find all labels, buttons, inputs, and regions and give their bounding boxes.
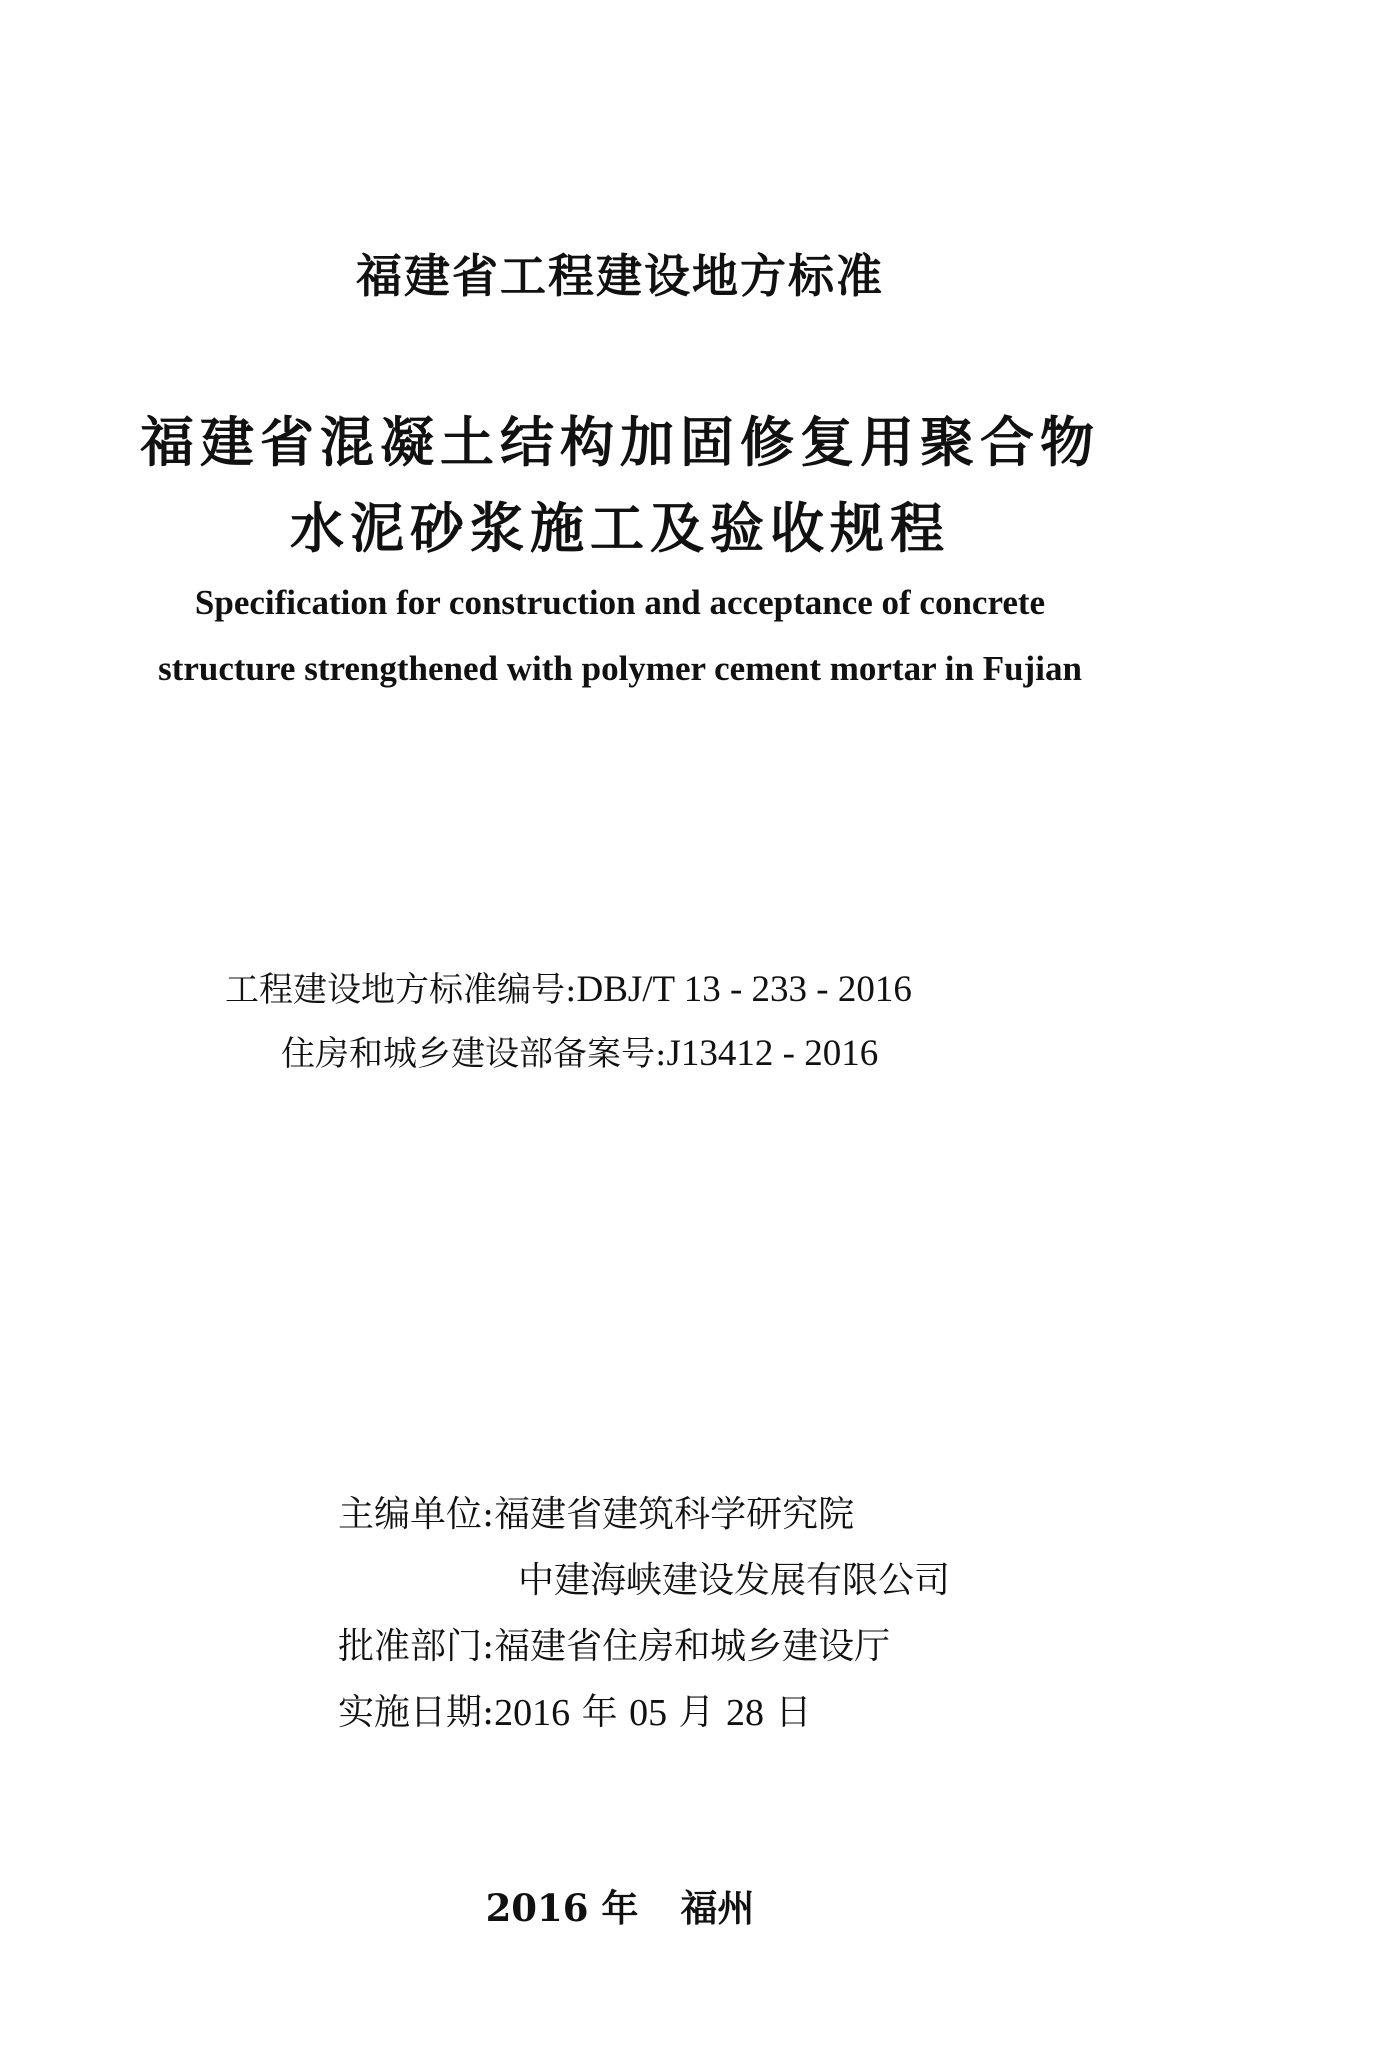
chief-editor-label: 主编单位:	[338, 1494, 495, 1535]
effective-date-month: 05	[629, 1692, 668, 1734]
approver-label: 批准部门:	[338, 1626, 495, 1667]
effective-date-day: 28	[725, 1692, 764, 1734]
chief-editor-2: 中建海峡建设发展有限公司	[518, 1560, 951, 1601]
effective-date-year: 2016	[494, 1692, 571, 1734]
footer-year: 2016 年	[485, 1886, 639, 1930]
chief-editor-1: 福建省建筑科学研究院	[494, 1494, 855, 1535]
record-number-value: J13412 - 2016	[666, 1033, 879, 1074]
publication-info	[338, 1482, 950, 1746]
chief-editor-row	[338, 1482, 950, 1548]
standard-series-heading: 福建省工程建设地方标准	[356, 249, 884, 303]
approver-row	[338, 1614, 950, 1680]
effective-date-label: 实施日期:	[338, 1692, 495, 1733]
approver: 福建省住房和城乡建设厅	[494, 1626, 891, 1667]
english-title	[0, 570, 1240, 702]
effective-date-month-unit: 月	[678, 1692, 715, 1733]
standard-number-row	[225, 958, 912, 1022]
effective-date-year-unit: 年	[581, 1692, 618, 1733]
effective-date-row	[338, 1680, 950, 1746]
footer-city: 福州	[680, 1886, 755, 1930]
publication-footer	[0, 1878, 1240, 1932]
standard-codes	[225, 958, 912, 1086]
effective-date-day-unit: 日	[775, 1692, 812, 1733]
chief-editor-row-2	[338, 1548, 950, 1614]
english-title-line-2: structure strengthened with polymer cement mortar in Fujian	[158, 649, 1082, 688]
standard-number-label: 工程建设地方标准编号:	[225, 970, 577, 1010]
chinese-title-line-2: 水泥砂浆施工及验收规程	[290, 497, 950, 560]
record-number-label: 住房和城乡建设部备案号:	[281, 1034, 667, 1074]
standard-number-value: DBJ/T 13 - 233 - 2016	[576, 969, 912, 1010]
record-number-row	[225, 1022, 912, 1086]
chinese-title-line-1: 福建省混凝土结构加固修复用聚合物	[140, 411, 1100, 474]
chinese-title	[0, 400, 1240, 572]
english-title-line-1: Specification for construction and acceptance of concrete	[194, 583, 1046, 622]
